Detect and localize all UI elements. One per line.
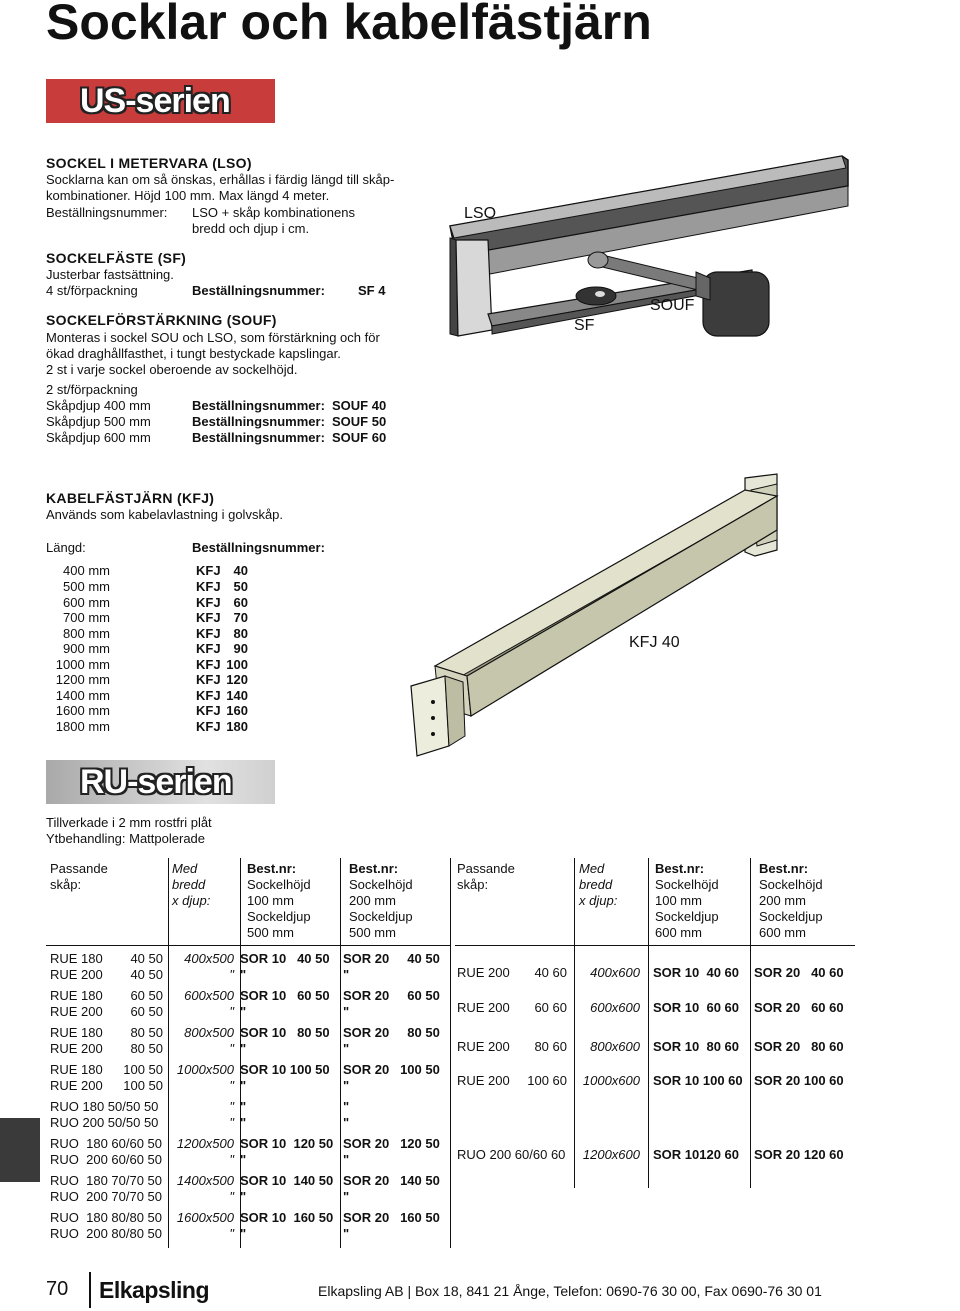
ru-order-100: SOR 10 120 50 <box>240 1136 334 1151</box>
ru-size: 80 50 <box>130 1041 163 1056</box>
ru-dimensions: 1600x500 <box>176 1210 234 1225</box>
ru-order-200: " <box>343 1226 350 1241</box>
hdr-skap: skåp: <box>457 877 489 892</box>
ru-order-100: SOR 10 160 50 <box>240 1210 334 1225</box>
souf-heading: SOCKELFÖRSTÄRKNING (SOUF) <box>46 312 277 328</box>
ru-order-200: SOR 20 80 50 <box>343 1025 440 1040</box>
ru-material: Tillverkade i 2 mm rostfri plåt <box>46 815 212 830</box>
ru-series-banner-text: RU-serien <box>80 763 232 801</box>
ru-order-200: " <box>343 1041 350 1056</box>
ru-cabinet: RUE 200 <box>50 1078 103 1093</box>
ru-order-200: " <box>343 967 350 982</box>
souf-row-depth: Skåpdjup 500 mm <box>46 414 151 429</box>
hdr-sockeldjup: Sockeldjup <box>759 909 823 924</box>
ru-size: 40 60 <box>534 965 567 980</box>
ru-dimensions: " <box>229 1041 234 1056</box>
hdr-sockeldjup: Sockeldjup <box>655 909 719 924</box>
ru-cabinet: RUE 200 <box>50 1041 103 1056</box>
ru-dimensions: 400x500 <box>184 951 234 966</box>
hdr-h200: 200 mm <box>349 893 396 908</box>
ru-order-200: " <box>343 1078 350 1093</box>
hdr-med: Med <box>172 861 198 876</box>
ru-order-100: " <box>240 1099 247 1114</box>
sf-pack: 4 st/förpackning <box>46 283 138 298</box>
ru-order-200: " <box>343 1115 350 1130</box>
ru-order-200: SOR 20 120 50 <box>343 1136 440 1151</box>
ru-dimensions: 1400x500 <box>176 1173 234 1188</box>
ru-order-200: SOR 20 140 50 <box>343 1173 440 1188</box>
footer-divider <box>89 1272 91 1308</box>
hdr-sockelhojd: Sockelhöjd <box>247 877 311 892</box>
ru-order-200: SOR 20 120 60 <box>754 1147 844 1162</box>
ru-size: 100 60 <box>527 1073 567 1088</box>
ru-order-100: " <box>240 1226 247 1241</box>
us-series-banner <box>46 79 275 123</box>
kfj-prefix: KFJ <box>196 688 221 703</box>
ru-dimensions: " <box>229 1099 234 1114</box>
kfj-number: 80 <box>233 626 248 641</box>
souf-row-code: SOUF 60 <box>332 430 387 445</box>
ru-order-100: SOR 10120 60 <box>653 1147 740 1162</box>
hdr-h100: 100 mm <box>655 893 702 908</box>
ru-order-200: " <box>343 1152 350 1167</box>
souf-desc-line-2: ökad draghållfasthet, i tungt bestyckade kapslingar. <box>46 346 341 361</box>
ru-cabinet: RUE 180 <box>50 1062 103 1077</box>
souf-desc-line-3: 2 st i varje sockel oberoende av sockelhöjd. <box>46 362 298 377</box>
kfj-prefix: KFJ <box>196 595 221 610</box>
table-rule <box>648 858 649 1188</box>
ru-dimensions: " <box>229 1004 234 1019</box>
ru-dimensions: " <box>229 1226 234 1241</box>
ru-dimensions: 600x500 <box>184 988 234 1003</box>
kfj-number: 180 <box>226 719 248 734</box>
ru-order-200: SOR 20 60 50 <box>343 988 440 1003</box>
souf-row-label: Beställningsnummer: <box>192 398 325 413</box>
hdr-bredd: bredd <box>579 877 613 892</box>
side-tab <box>0 1118 40 1182</box>
table-rule <box>46 945 450 946</box>
kfj-heading: KABELFÄSTJÄRN (KFJ) <box>46 490 215 506</box>
hdr-bestnr: Best.nr: <box>349 861 399 876</box>
hdr-sockelhojd: Sockelhöjd <box>655 877 719 892</box>
kfj-length: 500 mm <box>63 579 110 594</box>
ru-cabinet: RUE 180 <box>50 951 103 966</box>
ru-cabinet: RUO 200 50/50 50 <box>50 1115 159 1130</box>
hdr-passande: Passande <box>457 861 515 876</box>
kfj-col-length: Längd: <box>46 540 86 555</box>
ru-cabinet: RUE 200 <box>457 965 510 980</box>
kfj-length: 1000 mm <box>55 657 110 672</box>
lso-figure-label: LSO <box>464 205 497 222</box>
souf-figure-label: SOUF <box>650 297 695 314</box>
kfj-prefix: KFJ <box>196 703 221 718</box>
ru-cabinet: RUE 200 <box>50 1004 103 1019</box>
souf-row-depth: Skåpdjup 600 mm <box>46 430 151 445</box>
sf-heading: SOCKELFÄSTE (SF) <box>46 250 187 266</box>
ru-dimensions: 1000x600 <box>582 1073 640 1088</box>
hdr-sockelhojd: Sockelhöjd <box>349 877 413 892</box>
souf-pack: 2 st/förpackning <box>46 382 138 397</box>
kfj-prefix: KFJ <box>196 626 221 641</box>
table-rule <box>450 858 451 1248</box>
souf-row-label: Beställningsnummer: <box>192 430 325 445</box>
ru-cabinet: RUO 180 50/50 50 <box>50 1099 159 1114</box>
ru-dimensions: 1000x500 <box>176 1062 234 1077</box>
kfj-number: 70 <box>233 610 248 625</box>
ru-cabinet: RUO 200 80/80 50 <box>50 1226 163 1241</box>
ru-order-100: " <box>240 1115 247 1130</box>
ru-dimensions: " <box>229 1152 234 1167</box>
ru-dimensions: 1200x500 <box>176 1136 234 1151</box>
hdr-bredd: bredd <box>172 877 206 892</box>
ru-order-100: SOR 10 80 50 <box>240 1025 330 1040</box>
souf-row-code: SOUF 50 <box>332 414 387 429</box>
hdr-sockeldjup: Sockeldjup <box>349 909 413 924</box>
ru-order-100: " <box>240 1004 247 1019</box>
kfj-number: 60 <box>233 595 248 610</box>
ru-order-100: SOR 10 60 50 <box>240 988 330 1003</box>
ru-order-100: SOR 10 60 60 <box>653 1000 739 1015</box>
kfj-number: 140 <box>226 688 248 703</box>
lso-desc-line-1: Socklarna kan om så önskas, erhållas i färdig längd till skåp- <box>46 172 395 187</box>
kfj-length: 900 mm <box>63 641 110 656</box>
ru-order-200: SOR 20 100 60 <box>754 1073 844 1088</box>
ru-dimensions: 400x600 <box>590 965 640 980</box>
ru-dimensions: 800x600 <box>590 1039 640 1054</box>
kfj-length: 400 mm <box>63 563 110 578</box>
ru-cabinet: RUO 180 60/60 50 <box>50 1136 163 1151</box>
lso-order-value-2: bredd och djup i cm. <box>192 221 310 236</box>
ru-finish: Ytbehandling: Mattpolerade <box>46 831 206 846</box>
hdr-h100: 100 mm <box>247 893 294 908</box>
ru-size: 40 50 <box>130 951 163 966</box>
table-rule <box>750 858 751 1188</box>
ru-dimensions: " <box>229 1189 234 1204</box>
ru-cabinet: RUO 200 70/70 50 <box>50 1189 163 1204</box>
kfj-prefix: KFJ <box>196 657 221 672</box>
ru-size: 60 60 <box>534 1000 567 1015</box>
ru-order-100: " <box>240 1189 247 1204</box>
kfj-prefix: KFJ <box>196 579 221 594</box>
souf-row-label: Beställningsnummer: <box>192 414 325 429</box>
ru-dimensions: 800x500 <box>184 1025 234 1040</box>
ru-dimensions: " <box>229 1078 234 1093</box>
hdr-bestnr: Best.nr: <box>247 861 297 876</box>
kfj-prefix: KFJ <box>196 672 221 687</box>
kfj-number: 90 <box>233 641 248 656</box>
ru-order-200: SOR 20 160 50 <box>343 1210 440 1225</box>
footer-company-info: Elkapsling AB | Box 18, 841 21 Ånge, Telefon: 0690-76 30 00, Fax 0690-76 30 01 <box>318 1283 822 1299</box>
ru-order-100: SOR 10 80 60 <box>653 1039 739 1054</box>
kfj-length: 800 mm <box>63 626 110 641</box>
kfj-prefix: KFJ <box>196 641 221 656</box>
ru-size: 40 50 <box>130 967 163 982</box>
ru-order-200: " <box>343 1004 350 1019</box>
ru-order-200: " <box>343 1189 350 1204</box>
ru-series-banner <box>46 760 275 804</box>
ru-order-200: SOR 20 40 50 <box>343 951 440 966</box>
ru-dimensions: 600x600 <box>590 1000 640 1015</box>
hdr-bestnr: Best.nr: <box>759 861 809 876</box>
hdr-sockelhojd: Sockelhöjd <box>759 877 823 892</box>
ru-dimensions: 1200x600 <box>582 1147 640 1162</box>
table-rule <box>455 945 855 946</box>
kfj-number: 160 <box>226 703 248 718</box>
ru-order-100: SOR 10 100 60 <box>653 1073 743 1088</box>
ru-size: 80 50 <box>130 1025 163 1040</box>
hdr-skap: skåp: <box>50 877 82 892</box>
ru-cabinet: RUE 180 <box>50 1025 103 1040</box>
kfj-col-order: Beställningsnummer: <box>192 540 325 555</box>
ru-order-100: SOR 10 40 60 <box>653 965 739 980</box>
page-title: Socklar och kabelfästjärn <box>46 0 652 50</box>
ru-cabinet: RUE 200 <box>457 1073 510 1088</box>
lso-heading: SOCKEL I METERVARA (LSO) <box>46 155 252 171</box>
kfj-length: 700 mm <box>63 610 110 625</box>
us-series-banner-text: US-serien <box>80 82 230 120</box>
kfj-number: 100 <box>226 657 248 672</box>
kfj-length: 1400 mm <box>55 688 110 703</box>
ru-size: 80 60 <box>534 1039 567 1054</box>
hdr-bestnr: Best.nr: <box>655 861 705 876</box>
kfj-length: 1600 mm <box>55 703 110 718</box>
table-rule <box>340 858 341 1248</box>
ru-cabinet: RUO 180 70/70 50 <box>50 1173 163 1188</box>
ru-order-100: " <box>240 967 247 982</box>
ru-cabinet: RUE 200 <box>50 967 103 982</box>
hdr-d600: 600 mm <box>655 925 702 940</box>
hdr-d500: 500 mm <box>247 925 294 940</box>
ru-cabinet: RUO 200 60/60 60 <box>457 1147 566 1162</box>
kfj-length: 1800 mm <box>55 719 110 734</box>
kfj-prefix: KFJ <box>196 719 221 734</box>
kfj-prefix: KFJ <box>196 563 221 578</box>
souf-row-depth: Skåpdjup 400 mm <box>46 398 151 413</box>
kfj-figure-label: KFJ 40 <box>629 634 680 651</box>
ru-order-200: SOR 20 60 60 <box>754 1000 844 1015</box>
kfj-desc: Används som kabelavlastning i golvskåp. <box>46 507 284 522</box>
ru-cabinet: RUE 200 <box>457 1000 510 1015</box>
ru-order-100: SOR 10 100 50 <box>240 1062 330 1077</box>
kfj-number: 40 <box>233 563 248 578</box>
kfj-prefix: KFJ <box>196 610 221 625</box>
lso-desc-line-2: kombinationer. Höjd 100 mm. Max längd 4 meter. <box>46 188 330 203</box>
ru-size: 60 50 <box>130 988 163 1003</box>
hdr-xdjup: x djup: <box>579 893 618 908</box>
ru-dimensions: " <box>229 1115 234 1130</box>
hdr-d600: 600 mm <box>759 925 806 940</box>
ru-order-100: " <box>240 1078 247 1093</box>
sockel-illustration <box>448 150 852 350</box>
kfj-number: 120 <box>226 672 248 687</box>
ru-order-200: " <box>343 1099 350 1114</box>
souf-desc-line-1: Monteras i sockel SOU och LSO, som förstärkning och för <box>46 330 380 345</box>
hdr-med: Med <box>579 861 605 876</box>
souf-row-code: SOUF 40 <box>332 398 387 413</box>
ru-size: 60 50 <box>130 1004 163 1019</box>
lso-order-value-1: LSO + skåp kombinationens <box>192 205 355 220</box>
ru-cabinet: RUO 200 60/60 50 <box>50 1152 163 1167</box>
ru-order-100: " <box>240 1152 247 1167</box>
ru-dimensions: " <box>229 967 234 982</box>
sf-desc: Justerbar fastsättning. <box>46 267 174 282</box>
ru-size: 100 50 <box>123 1062 163 1077</box>
kfj-length: 600 mm <box>63 595 110 610</box>
table-rule <box>574 858 575 1188</box>
page-number: 70 <box>46 1278 69 1300</box>
hdr-xdjup: x djup: <box>172 893 211 908</box>
hdr-d500: 500 mm <box>349 925 396 940</box>
ru-cabinet: RUE 180 <box>50 988 103 1003</box>
ru-cabinet: RUO 180 80/80 50 <box>50 1210 163 1225</box>
sf-order-label: Beställningsnummer: <box>192 283 325 298</box>
ru-cabinet: RUE 200 <box>457 1039 510 1054</box>
kfj-illustration <box>405 470 835 760</box>
kfj-number: 50 <box>233 579 248 594</box>
hdr-h200: 200 mm <box>759 893 806 908</box>
ru-order-100: " <box>240 1041 247 1056</box>
kfj-length: 1200 mm <box>55 672 110 687</box>
hdr-passande: Passande <box>50 861 108 876</box>
ru-order-100: SOR 10 140 50 <box>240 1173 334 1188</box>
sf-figure-label: SF <box>574 317 595 334</box>
ru-order-200: SOR 20 40 60 <box>754 965 844 980</box>
ru-size: 100 50 <box>123 1078 163 1093</box>
ru-order-100: SOR 10 40 50 <box>240 951 330 966</box>
sf-order-value: SF 4 <box>358 283 386 298</box>
elkapsling-logo: Elkapsling <box>99 1277 210 1303</box>
lso-order-label: Beställningsnummer: <box>46 205 168 220</box>
ru-order-200: SOR 20 80 60 <box>754 1039 844 1054</box>
hdr-sockeldjup: Sockeldjup <box>247 909 311 924</box>
ru-order-200: SOR 20 100 50 <box>343 1062 440 1077</box>
